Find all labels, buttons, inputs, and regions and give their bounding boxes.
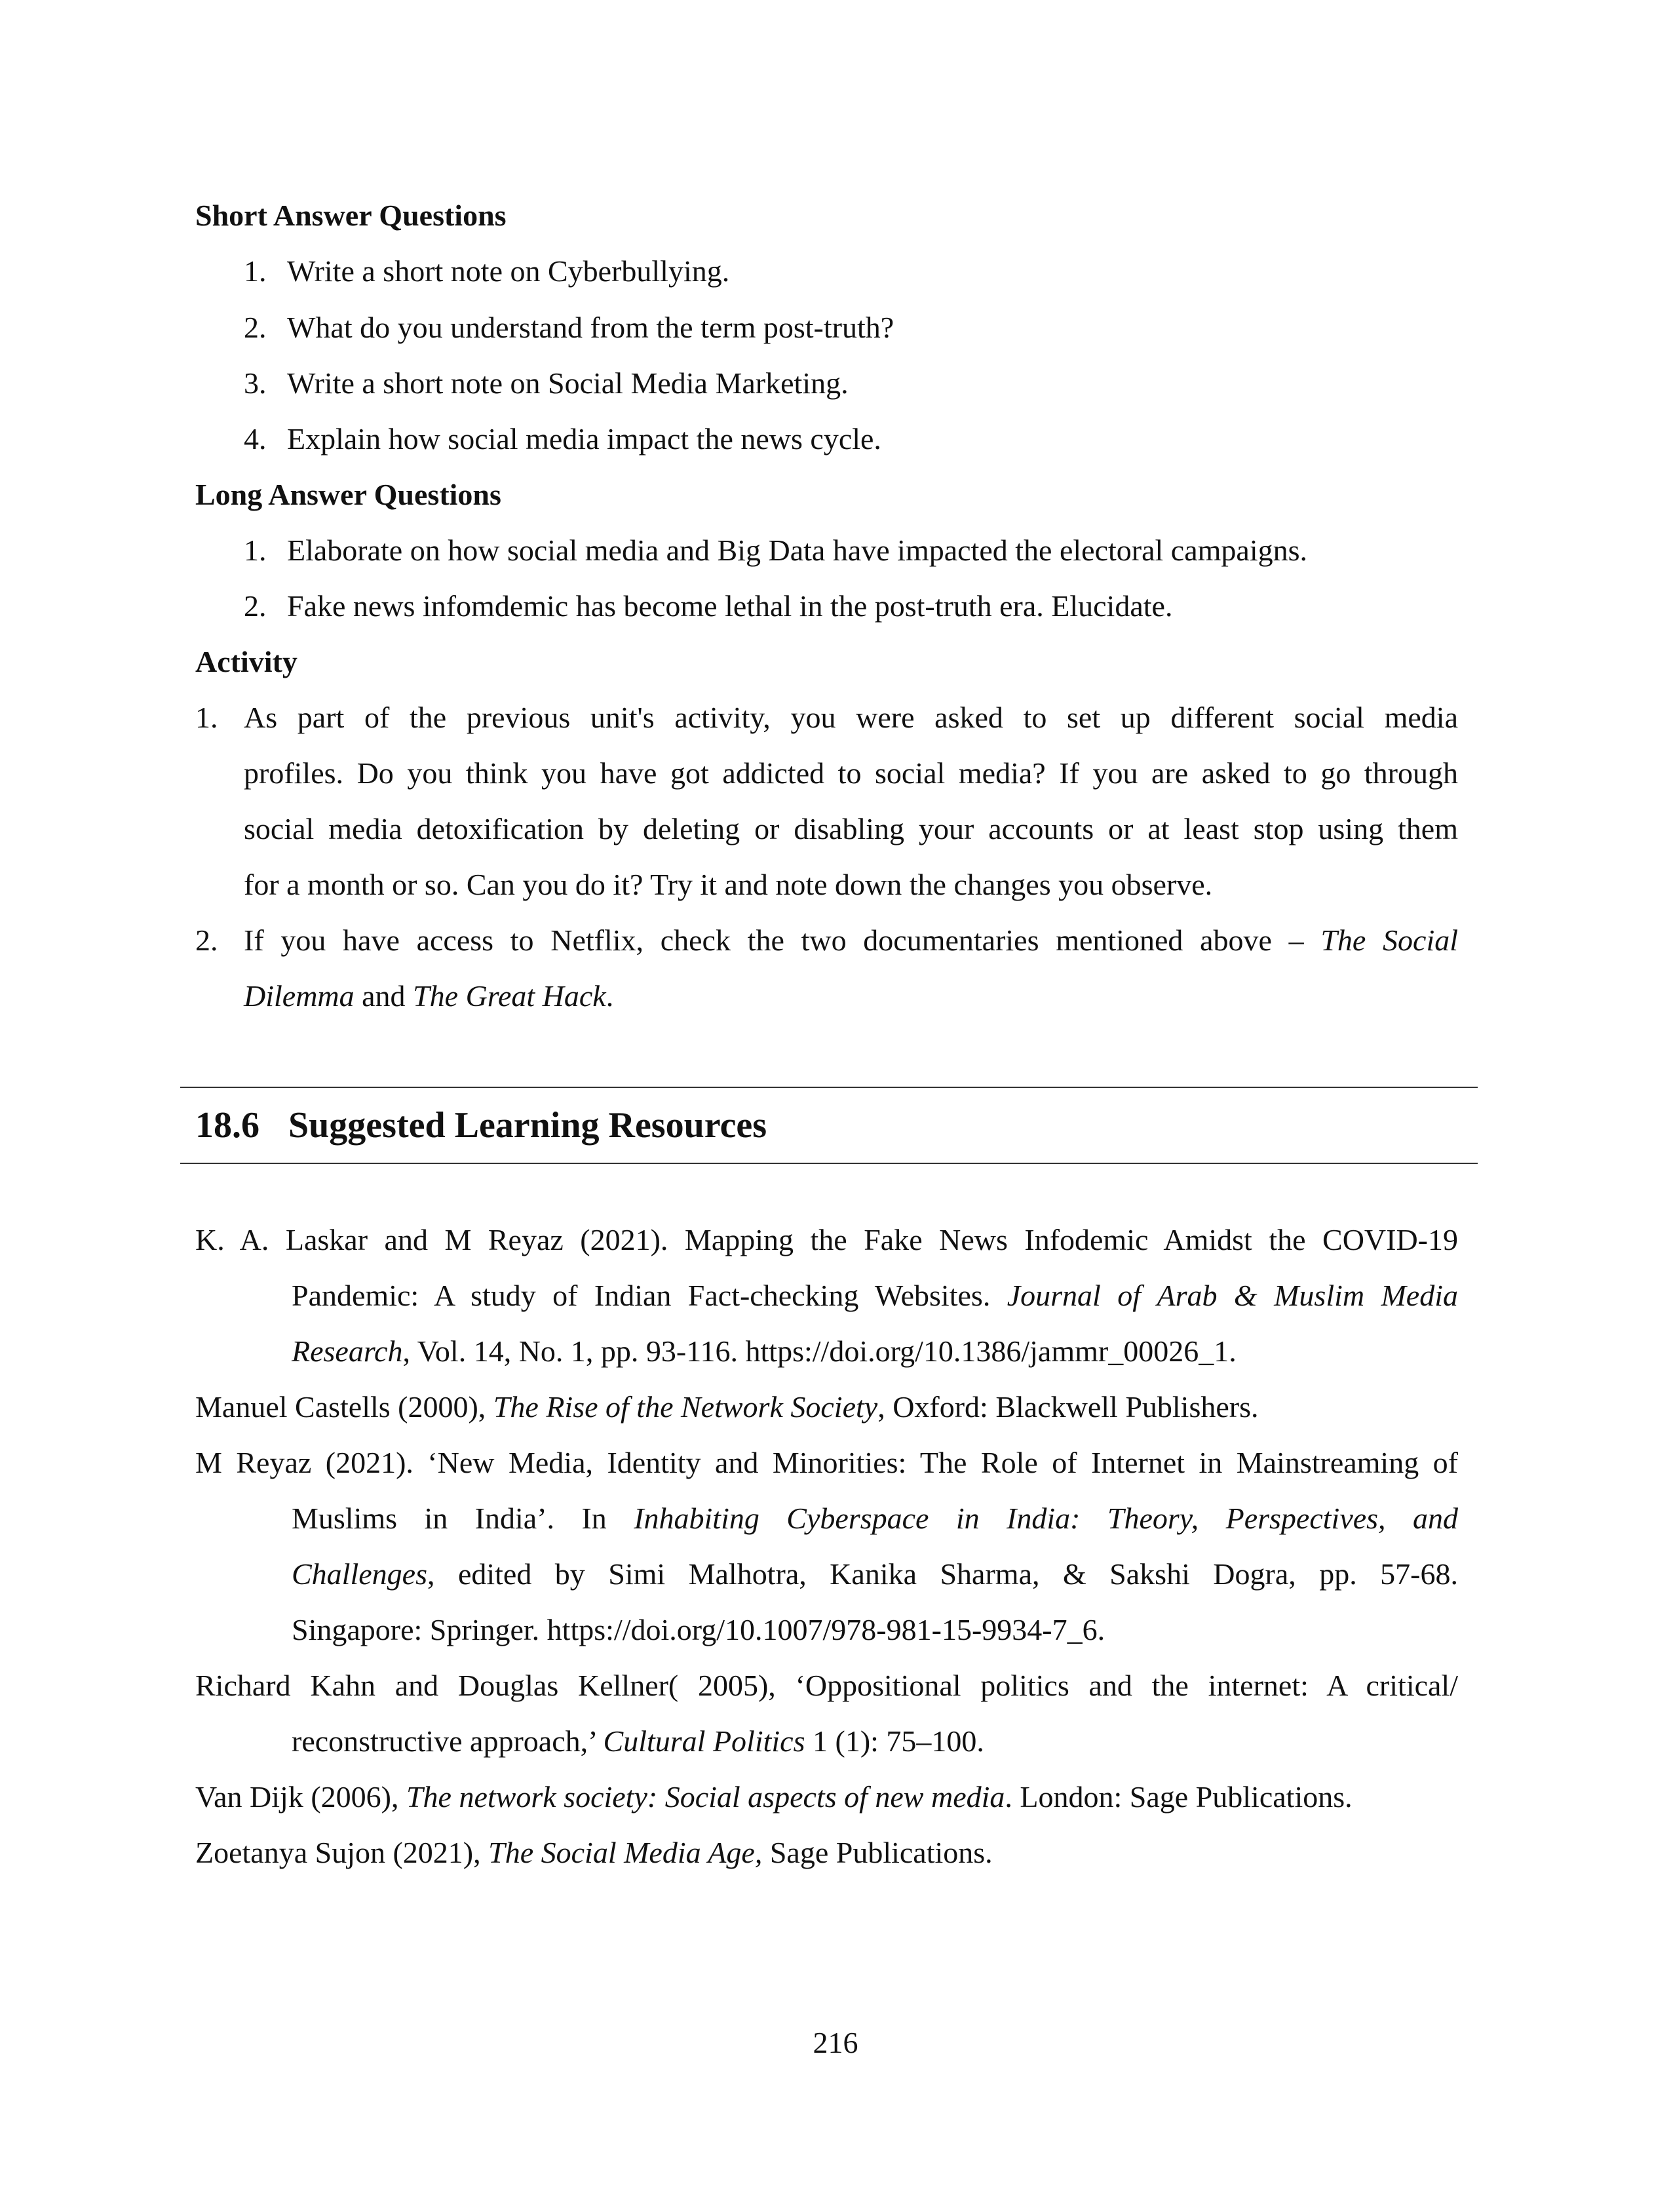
long-answer-item-1	[244, 533, 1307, 568]
section-top-rule	[180, 1087, 1478, 1088]
reference-4-line-2	[292, 1724, 984, 1758]
book-title: Challenges	[292, 1557, 427, 1591]
list-number: 4.	[244, 422, 267, 456]
reference-4-line-1: Richard Kahn and Douglas Kellner( 2005), ‘Oppositional politics and the internet: A critical/	[195, 1669, 1458, 1702]
list-number: 2.	[244, 589, 267, 623]
activity-item-2-line	[244, 979, 613, 1013]
activity-item-1-line: profiles. Do you think you have got addicted to social media? If you are asked to go through	[244, 756, 1458, 790]
reference-1-line-1: K. A. Laskar and M Reyaz (2021). Mapping the Fake News Infodemic Amidst the COVID-19	[195, 1223, 1458, 1256]
list-number: 1.	[244, 534, 267, 567]
activity-item-1-number: 1.	[195, 701, 218, 734]
book-title: The network society: Social aspects of new media	[406, 1780, 1005, 1814]
reference-text: . London: Sage Publications.	[1005, 1780, 1353, 1814]
reference-text: Manuel Castells (2000),	[195, 1390, 493, 1424]
activity-heading: Activity	[195, 645, 298, 678]
reference-text: Van Dijk (2006),	[195, 1780, 406, 1814]
long-answer-item-2	[244, 589, 1172, 623]
activity-item-2-text: If you have access to Netflix, check the two documentaries mentioned above –	[244, 923, 1304, 957]
reference-3-line-2	[292, 1501, 1458, 1536]
reference-text: , Vol. 14, No. 1, pp. 93-116. https://doi.org/10.1386/jammr_00026_1.	[402, 1334, 1237, 1368]
activity-item-2-line	[244, 923, 1458, 958]
activity-item-2-number: 2.	[195, 923, 218, 957]
list-text: What do you understand from the term post-truth?	[287, 311, 894, 344]
documentary-title: Dilemma	[244, 979, 355, 1013]
reference-text: Sage Publications.	[762, 1836, 993, 1869]
list-text: Fake news infomdemic has become lethal in the post-truth era. Elucidate.	[287, 589, 1173, 623]
activity-item-1-line: for a month or so. Can you do it? Try it and note down the changes you observe.	[244, 868, 1213, 901]
journal-title: Research	[292, 1334, 403, 1368]
reference-text: , Oxford: Blackwell Publishers.	[877, 1390, 1259, 1424]
short-answer-item-4	[244, 421, 881, 456]
book-title: The Social Media Age,	[488, 1836, 763, 1869]
connector-text: and	[354, 979, 413, 1013]
section-title: Suggested Learning Resources	[288, 1105, 767, 1146]
reference-text: reconstructive approach,’	[292, 1724, 604, 1758]
documentary-title: The Social	[1320, 923, 1459, 957]
documentary-title: The Great Hack	[413, 979, 606, 1013]
reference-3-line-3	[292, 1557, 1458, 1591]
reference-3-line-1: M Reyaz (2021). ‘New Media, Identity and Minorities: The Role of Internet in Mainstreaming of	[195, 1446, 1458, 1479]
activity-item-1-line: social media detoxification by deleting or disabling your accounts or at least stop using them	[244, 812, 1458, 845]
list-text: Elaborate on how social media and Big Data have impacted the electoral campaigns.	[287, 534, 1308, 567]
reference-3-line-4: Singapore: Springer. https://doi.org/10.1007/978-981-15-9934-7_6.	[292, 1613, 1105, 1646]
journal-title: Journal of Arab & Muslim Media	[1007, 1279, 1459, 1312]
reference-text: , edited by Simi Malhotra, Kanika Sharma, & Sakshi Dogra, pp. 57-68.	[427, 1557, 1458, 1591]
book-title: The Rise of the Network Society	[493, 1390, 878, 1424]
short-answer-item-1	[244, 254, 729, 288]
long-answer-heading: Long Answer Questions	[195, 478, 501, 511]
list-number: 2.	[244, 311, 267, 344]
activity-item-1-line: As part of the previous unit's activity, you were asked to set up different social media	[244, 701, 1458, 734]
list-text: Write a short note on Social Media Marketing.	[287, 366, 849, 400]
short-answer-heading: Short Answer Questions	[195, 199, 507, 232]
reference-1-line-3	[292, 1334, 1237, 1368]
list-number: 3.	[244, 366, 267, 400]
list-text: Explain how social media impact the news cycle.	[287, 422, 881, 456]
section-heading	[195, 1104, 767, 1146]
reference-1-line-2	[292, 1278, 1458, 1313]
page-number: 216	[813, 2026, 858, 2059]
journal-title: Cultural Politics	[603, 1724, 805, 1758]
list-text: Write a short note on Cyberbullying.	[287, 254, 730, 288]
punctuation: .	[605, 979, 614, 1013]
short-answer-item-3	[244, 366, 849, 400]
reference-2	[195, 1389, 1259, 1424]
reference-text: Zoetanya Sujon (2021),	[195, 1836, 489, 1869]
reference-text: Pandemic: A study of Indian Fact-checking Websites.	[292, 1279, 1007, 1312]
reference-text: Muslims in India’. In	[292, 1502, 634, 1535]
list-number: 1.	[244, 254, 267, 288]
short-answer-item-2	[244, 310, 894, 345]
reference-text: 1 (1): 75–100.	[805, 1724, 984, 1758]
reference-5	[195, 1779, 1353, 1814]
reference-6	[195, 1835, 993, 1870]
book-title: Inhabiting Cyberspace in India: Theory, Perspectives, and	[634, 1502, 1458, 1535]
section-bottom-rule	[180, 1163, 1478, 1164]
section-number: 18.6	[195, 1105, 259, 1146]
